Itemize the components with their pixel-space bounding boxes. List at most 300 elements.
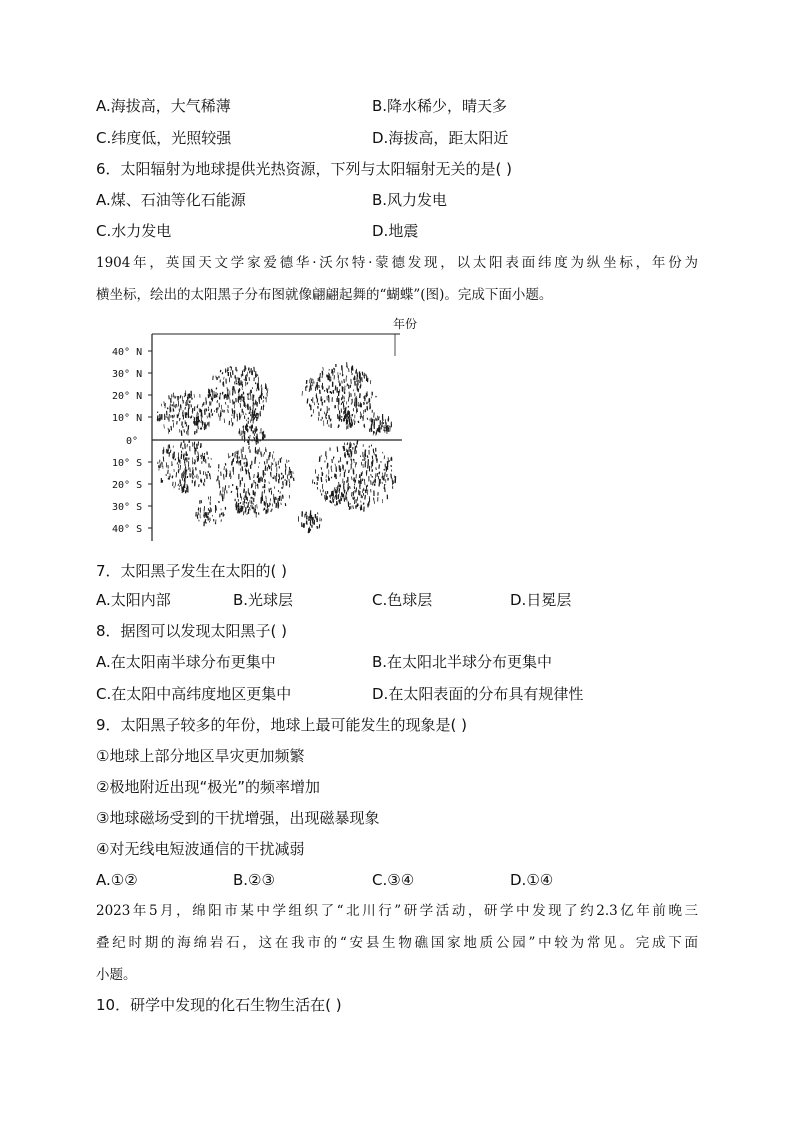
q5-option-b: B.降水稀少，晴天多 — [372, 97, 508, 115]
sunspot-mark — [340, 485, 341, 487]
sunspot-mark — [383, 452, 384, 454]
sunspot-mark — [319, 524, 320, 528]
sunspot-mark — [356, 403, 357, 408]
sunspot-mark — [169, 414, 170, 419]
sunspot-mark — [319, 377, 320, 382]
sunspot-mark — [376, 456, 377, 461]
sunspot-mark — [346, 449, 347, 452]
sunspot-mark — [257, 504, 258, 508]
sunspot-mark — [246, 507, 247, 512]
sunspot-mark — [276, 497, 277, 500]
sunspot-mark — [352, 476, 353, 480]
sunspot-mark — [314, 402, 315, 405]
sunspot-mark — [365, 490, 366, 494]
sunspot-mark — [343, 446, 344, 449]
sunspot-mark — [317, 526, 318, 529]
sunspot-mark — [348, 406, 349, 408]
sunspot-mark — [172, 476, 173, 479]
sunspot-mark — [192, 474, 193, 478]
sunspot-mark — [287, 475, 288, 480]
sunspot-mark — [208, 407, 209, 409]
sunspot-mark — [362, 372, 363, 376]
sunspot-mark — [267, 467, 268, 471]
sunspot-mark — [196, 467, 197, 470]
sunspot-mark — [225, 402, 226, 405]
q7-option-a: A.太阳内部 — [96, 591, 171, 609]
sunspot-mark — [283, 495, 284, 498]
sunspot-mark — [231, 491, 232, 493]
sunspot-mark — [239, 511, 240, 513]
q8-option-a: A.在太阳南半球分布更集中 — [96, 653, 276, 671]
sunspot-mark — [205, 410, 206, 415]
sunspot-mark — [384, 469, 385, 471]
sunspot-mark — [253, 503, 254, 505]
sunspot-mark — [247, 428, 248, 431]
sunspot-mark — [321, 519, 322, 522]
q6-option-d: D.地震 — [372, 222, 419, 240]
q9-statement-4: ④对无线电短波通信的干扰减弱 — [96, 840, 305, 858]
sunspot-mark — [208, 516, 209, 521]
sunspot-mark — [355, 446, 356, 452]
sunspot-mark — [339, 488, 340, 491]
sunspot-mark — [391, 465, 392, 467]
sunspot-mark — [238, 488, 239, 490]
sunspot-mark — [329, 415, 330, 420]
sunspot-mark — [318, 403, 319, 405]
sunspot-mark — [349, 470, 350, 473]
sunspot-mark — [255, 509, 256, 513]
sunspot-mark — [339, 461, 340, 463]
sunspot-mark — [191, 416, 192, 419]
sunspot-mark — [244, 431, 245, 435]
sunspot-mark — [351, 443, 352, 448]
sunspot-mark — [321, 408, 322, 411]
sunspot-mark — [171, 426, 172, 431]
sunspot-mark — [198, 452, 199, 456]
sunspot-mark — [310, 522, 311, 525]
sunspot-mark — [318, 417, 319, 421]
sunspot-mark — [250, 507, 251, 510]
sunspot-mark — [344, 486, 345, 491]
sunspot-mark — [367, 418, 368, 420]
sunspot-mark — [385, 487, 386, 492]
sunspot-mark — [266, 449, 267, 452]
sunspot-mark — [365, 458, 366, 461]
sunspot-mark — [240, 493, 241, 498]
q9-statement-1: ①地球上部分地区旱灾更加频繁 — [96, 747, 305, 765]
sunspot-mark — [173, 482, 174, 486]
sunspot-mark — [335, 386, 336, 391]
sunspot-mark — [330, 419, 331, 422]
sunspot-mark — [261, 385, 262, 388]
sunspot-mark — [190, 416, 191, 418]
sunspot-mark — [226, 470, 227, 472]
sunspot-mark — [244, 435, 245, 439]
sunspot-mark — [242, 454, 243, 457]
sunspot-mark — [210, 507, 211, 509]
q8-option-c: C.在太阳中高纬度地区更集中 — [96, 685, 292, 703]
y-tick-10s: 10° S — [112, 458, 143, 469]
sunspot-mark — [173, 393, 174, 398]
sunspot-mark — [162, 480, 163, 483]
sunspot-mark — [254, 417, 255, 419]
sunspot-mark — [379, 416, 380, 420]
sunspot-mark — [279, 474, 280, 480]
sunspot-mark — [310, 529, 311, 531]
sunspot-mark — [242, 466, 243, 471]
sunspot-mark — [351, 417, 352, 422]
sunspot-mark — [250, 407, 251, 409]
q7-option-d: D.日冕层 — [510, 591, 572, 609]
sunspot-mark — [307, 399, 308, 404]
sunspot-mark — [358, 404, 359, 406]
sunspot-mark — [252, 412, 253, 415]
sunspot-mark — [178, 464, 179, 468]
sunspot-mark — [360, 475, 361, 479]
sunspot-mark — [172, 415, 173, 418]
sunspot-mark — [312, 480, 313, 484]
sunspot-mark — [261, 395, 262, 400]
sunspot-mark — [386, 466, 387, 470]
sunspot-mark — [264, 472, 265, 477]
sunspot-mark — [254, 433, 255, 436]
sunspot-mark — [202, 404, 203, 407]
sunspot-mark — [204, 515, 205, 518]
sunspot-mark — [273, 451, 274, 453]
sunspot-mark — [177, 462, 178, 464]
sunspot-mark — [261, 498, 262, 503]
sunspot-mark — [263, 400, 264, 402]
sunspot-mark — [257, 388, 258, 391]
sunspot-mark — [366, 486, 367, 491]
q8-option-b: B.在太阳北半球分布更集中 — [372, 653, 553, 671]
sunspot-mark — [353, 505, 354, 509]
sunspot-mark — [197, 404, 198, 407]
sunspot-mark — [316, 395, 317, 399]
sunspot-mark — [303, 525, 304, 527]
sunspot-mark — [347, 443, 348, 446]
sunspot-mark — [184, 453, 185, 457]
sunspot-mark — [237, 459, 238, 463]
sunspot-mark — [197, 515, 198, 519]
q8-option-d: D.在太阳表面的分布具有规律性 — [372, 685, 584, 703]
sunspot-mark — [233, 400, 234, 405]
sunspot-mark — [355, 421, 356, 425]
sunspot-mark — [333, 497, 334, 502]
sunspot-mark — [374, 412, 375, 417]
sunspot-mark — [246, 491, 247, 495]
sunspot-mark — [219, 501, 220, 503]
sunspot-mark — [261, 406, 262, 410]
sunspot-mark — [271, 467, 272, 470]
sunspot-mark — [346, 414, 347, 419]
sunspot-mark — [224, 419, 225, 423]
q5-option-a: A.海拔高，大气稀薄 — [96, 97, 231, 115]
sunspot-mark — [194, 394, 195, 398]
sunspot-mark — [340, 383, 341, 386]
sunspot-mark — [391, 422, 392, 424]
sunspot-mark — [368, 464, 369, 469]
q7-stem: 7．太阳黑子发生在太阳的( ) — [96, 562, 288, 580]
sunspot-mark — [197, 474, 198, 478]
sunspot-mark — [302, 391, 303, 396]
x-axis-label: 年份 — [393, 317, 418, 331]
sunspot-mark — [242, 388, 243, 390]
sunspot-mark — [205, 472, 206, 476]
intro-paragraph-1 — [96, 247, 698, 311]
q9-statement-3: ③地球磁场受到的干扰增强，出现磁暴现象 — [96, 809, 380, 827]
sunspot-mark — [303, 523, 304, 527]
sunspot-mark — [176, 472, 177, 477]
sunspot-mark — [238, 508, 239, 513]
sunspot-mark — [331, 392, 332, 394]
sunspot-mark — [194, 444, 195, 449]
sunspot-mark — [265, 479, 266, 482]
sunspot-mark — [321, 467, 322, 470]
sunspot-mark — [272, 509, 273, 511]
sunspot-mark — [342, 374, 343, 376]
sunspot-mark — [370, 380, 371, 384]
sunspot-mark — [289, 470, 290, 475]
sunspot-mark — [338, 414, 339, 419]
sunspot-mark — [327, 496, 328, 500]
y-tick-40n: 40° N — [112, 347, 143, 358]
sunspot-mark — [385, 472, 386, 476]
intro-2-line-2: 叠纪时期的海绵岩石，这在我市的“安县生物礁国家地质公园”中较为常见。完成下面 — [96, 935, 698, 951]
sunspot-mark — [376, 467, 377, 470]
sunspot-mark — [356, 487, 357, 492]
sunspot-mark — [198, 426, 199, 430]
sunspot-mark — [239, 383, 240, 386]
sunspot-mark — [289, 479, 290, 483]
sunspot-mark — [345, 408, 346, 411]
sunspot-mark — [172, 464, 173, 466]
sunspot-mark — [158, 418, 159, 420]
sunspot-mark — [251, 414, 252, 416]
y-tick-20s: 20° S — [112, 480, 143, 491]
sunspot-mark — [335, 406, 336, 408]
sunspot-mark — [365, 453, 366, 457]
sunspot-mark — [235, 390, 236, 394]
sunspot-mark — [320, 489, 321, 492]
sunspot-mark — [192, 408, 193, 412]
sunspot-mark — [361, 505, 362, 510]
sunspot-mark — [342, 386, 343, 391]
sunspot-mark — [187, 489, 188, 492]
sunspot-mark — [349, 397, 350, 402]
sunspot-mark — [358, 421, 359, 423]
sunspot-mark — [254, 474, 255, 478]
sunspot-mark — [308, 528, 309, 533]
sunspot-mark — [246, 413, 247, 415]
sunspot-mark — [244, 379, 245, 381]
sunspot-mark — [310, 378, 311, 380]
sunspot-mark — [264, 434, 265, 438]
sunspot-mark — [185, 476, 186, 479]
sunspot-mark — [317, 516, 318, 520]
sunspot-mark — [365, 495, 366, 500]
sunspot-mark — [245, 426, 246, 430]
q5-option-d: D.海拔高，距太阳近 — [372, 129, 509, 147]
sunspot-mark — [350, 486, 351, 489]
sunspot-mark — [354, 477, 355, 481]
sunspot-mark — [361, 414, 362, 418]
sunspot-mark — [246, 502, 247, 504]
sunspot-mark — [164, 401, 165, 406]
sunspot-mark — [334, 368, 335, 370]
sunspot-mark — [255, 457, 256, 461]
sunspot-mark — [164, 424, 165, 428]
sunspot-mark — [249, 446, 250, 449]
sunspot-mark — [240, 403, 241, 408]
sunspot-mark — [180, 485, 181, 487]
sunspot-mark — [281, 503, 282, 505]
sunspot-mark — [247, 372, 248, 377]
sunspot-mark — [232, 461, 233, 465]
q6-option-a: A.煤、石油等化石能源 — [96, 191, 246, 209]
sunspot-mark — [258, 449, 259, 454]
sunspot-mark — [259, 401, 260, 404]
sunspot-mark — [169, 444, 170, 448]
sunspot-mark — [167, 408, 168, 410]
sunspot-mark — [168, 470, 169, 474]
sunspot-mark — [216, 506, 217, 511]
sunspot-mark — [216, 388, 217, 390]
sunspot-mark — [367, 485, 368, 487]
sunspot-mark — [353, 459, 354, 461]
sunspot-mark — [358, 389, 359, 393]
sunspot-mark — [349, 411, 350, 415]
sunspot-mark — [269, 488, 270, 492]
sunspot-mark — [247, 506, 248, 508]
sunspot-mark — [210, 475, 211, 480]
sunspot-mark — [281, 457, 282, 459]
q5-option-c: C.纬度低，光照较强 — [96, 129, 232, 147]
sunspot-mark — [199, 484, 200, 487]
sunspot-mark — [360, 378, 361, 383]
sunspot-mark — [379, 464, 380, 468]
sunspot-mark — [226, 472, 227, 477]
sunspot-mark — [317, 512, 318, 514]
sunspot-mark — [216, 376, 217, 379]
sunspot-mark — [185, 407, 186, 410]
sunspot-mark — [375, 479, 376, 482]
sunspot-mark — [184, 429, 185, 432]
sunspot-mark — [249, 393, 250, 395]
q10-stem: 10．研学中发现的化石生物生活在( ) — [96, 996, 342, 1014]
sunspot-mark — [388, 463, 389, 465]
sunspot-mark — [178, 413, 179, 416]
sunspot-mark — [180, 465, 181, 470]
y-tick-10n: 10° N — [112, 413, 143, 424]
sunspot-mark — [328, 375, 329, 380]
sunspot-mark — [220, 491, 221, 496]
sunspot-mark — [263, 438, 264, 440]
intro-1-line-1: 1904年，英国天文学家爱德华·沃尔特·蒙德发现，以太阳表面纬度为纵坐标，年份为 — [96, 255, 698, 271]
q9-option-a: A.①② — [96, 871, 138, 889]
sunspot-mark — [249, 426, 250, 428]
sunspot-mark — [359, 474, 360, 478]
sunspot-mark — [357, 440, 358, 445]
sunspot-mark — [201, 457, 202, 459]
sunspot-mark — [197, 444, 198, 449]
sunspot-mark — [364, 424, 365, 427]
sunspot-speckles — [157, 362, 395, 533]
sunspot-mark — [247, 458, 248, 460]
sunspot-mark — [263, 509, 264, 511]
sunspot-mark — [362, 496, 363, 499]
sunspot-mark — [351, 467, 352, 469]
sunspot-mark — [197, 417, 198, 421]
sunspot-mark — [210, 466, 211, 468]
sunspot-mark — [311, 515, 312, 519]
sunspot-mark — [363, 489, 364, 493]
sunspot-mark — [225, 485, 226, 490]
sunspot-mark — [208, 497, 209, 500]
sunspot-mark — [224, 377, 225, 380]
sunspot-mark — [281, 496, 282, 501]
sunspot-mark — [327, 420, 328, 424]
sunspot-mark — [257, 484, 258, 486]
y-tick-40s: 40° S — [112, 524, 143, 535]
q6-stem: 6．太阳辐射为地球提供光热资源，下列与太阳辐射无关的是( ) — [96, 160, 513, 178]
q6-option-b: B.风力发电 — [372, 191, 448, 209]
sunspot-mark — [376, 419, 377, 422]
sunspot-mark — [230, 456, 231, 458]
y-tick-0: 0° — [126, 436, 139, 447]
sunspot-mark — [247, 512, 248, 515]
sunspot-mark — [241, 415, 242, 419]
sunspot-mark — [181, 430, 182, 435]
sunspot-mark — [203, 456, 204, 461]
sunspot-mark — [198, 508, 199, 510]
sunspot-mark — [195, 459, 196, 462]
sunspot-mark — [258, 377, 259, 382]
sunspot-mark — [352, 423, 353, 427]
sunspot-mark — [245, 496, 246, 498]
sunspot-mark — [326, 412, 327, 417]
y-tick-30n: 30° N — [112, 369, 143, 380]
sunspot-mark — [285, 464, 286, 468]
q7-option-c: C.色球层 — [372, 591, 433, 609]
sunspot-mark — [346, 419, 347, 421]
sunspot-mark — [321, 477, 322, 482]
sunspot-mark — [220, 395, 221, 399]
sunspot-mark — [183, 426, 184, 428]
sunspot-mark — [354, 443, 355, 445]
sunspot-mark — [270, 503, 271, 506]
sunspot-mark — [372, 459, 373, 464]
intro-2-line-3: 小题。 — [96, 967, 137, 983]
intro-1-line-2: 横坐标，绘出的太阳黑子分布图就像翩翩起舞的“蝴蝶”(图)。完成下面小题。 — [96, 287, 553, 303]
sunspot-mark — [180, 395, 181, 398]
sunspot-mark — [217, 400, 218, 403]
sunspot-mark — [306, 521, 307, 525]
y-tick-30s: 30° S — [112, 502, 143, 513]
sunspot-mark — [239, 461, 240, 465]
sunspot-mark — [363, 416, 364, 421]
sunspot-mark — [200, 470, 201, 474]
sunspot-mark — [218, 414, 219, 418]
sunspot-mark — [352, 492, 353, 496]
sunspot-mark — [183, 448, 184, 450]
sunspot-mark — [281, 473, 282, 475]
sunspot-mark — [178, 484, 179, 486]
q9-option-b: B.②③ — [233, 871, 275, 889]
sunspot-mark — [178, 457, 179, 462]
sunspot-mark — [341, 403, 342, 405]
sunspot-mark — [328, 373, 329, 375]
